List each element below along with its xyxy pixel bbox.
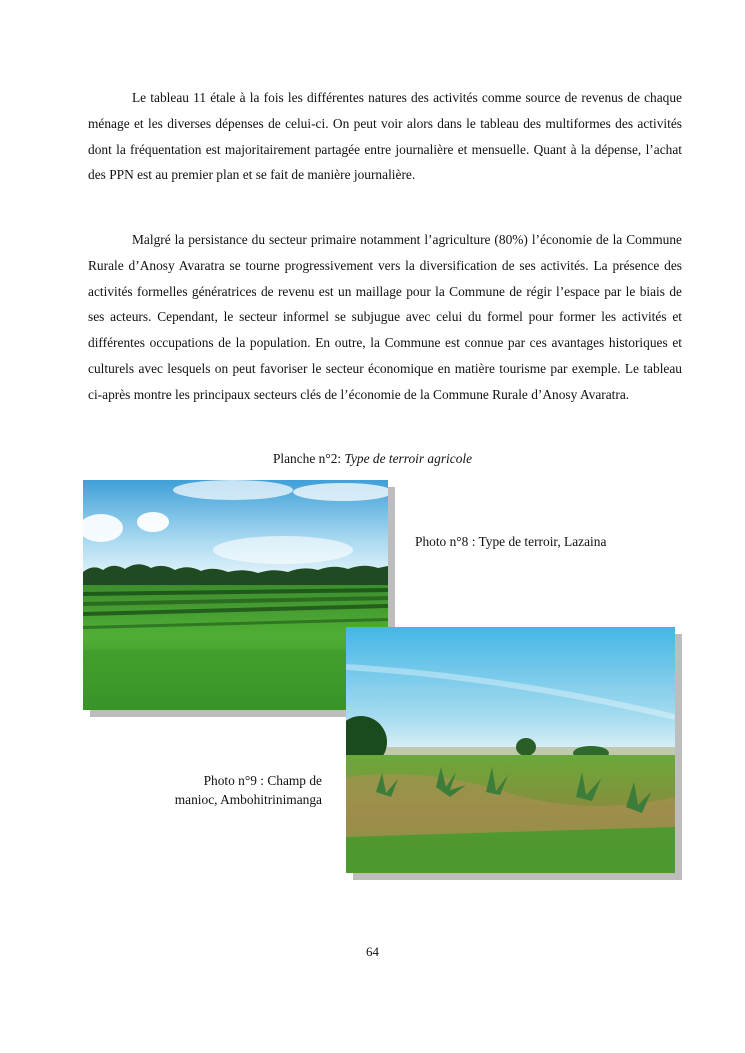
plate-subtitle: Type de terroir agricole — [344, 451, 473, 466]
page-number: 64 — [366, 944, 379, 959]
plate-title — [0, 446, 745, 472]
landscape-image — [83, 480, 388, 710]
photo-8-caption: Photo n°8 : Type de terroir, Lazaina — [415, 534, 607, 549]
photo-champ-manioc — [346, 627, 675, 873]
photo-9-caption-line-1: Photo n°9 : Champ de — [203, 773, 322, 788]
paragraph-2: Malgré la persistance du secteur primaire notamment l’agriculture (80%) l’économie de la Commune Rurale d’Anosy Avaratra se tourne progressivement vers la diversification de ses activités. La présence des activités formelles génératrices de revenu est un maillage pour la Commune de régir l’espace par le biais de ses acteurs. Cependant, le secteur informel se subjugue avec celui du formel pour former les activités et différentes occupations de la population. En outre, la Commune est connue par ces avantages historiques et culturels avec lesquels on peut favoriser le secteur économique en matière tourisme par exemple. Le tableau ci-après montre les principaux secteurs clés de l’économie de la Commune Rurale d’Anosy Avaratra. — [88, 232, 682, 402]
paragraph-1: Le tableau 11 étale à la fois les différentes natures des activités comme source de revenus de chaque ménage et les diverses dépenses de celui-ci. On peut voir alors dans le tableau des multiformes des activités dont la fréquentation est majoritairement partagée entre journalière et mensuelle. Quant à la dépense, l’achat des PPN est au premier plan et se fait de manière journalière. — [88, 90, 682, 183]
photo-terroir-lazaina — [83, 480, 388, 710]
cassava-field-image — [346, 627, 675, 873]
plate-label: Planche n°2: — [272, 451, 345, 466]
photo-9-caption-line-2: manioc, Ambohitrinimanga — [174, 792, 322, 807]
photo-9-caption — [120, 771, 322, 809]
